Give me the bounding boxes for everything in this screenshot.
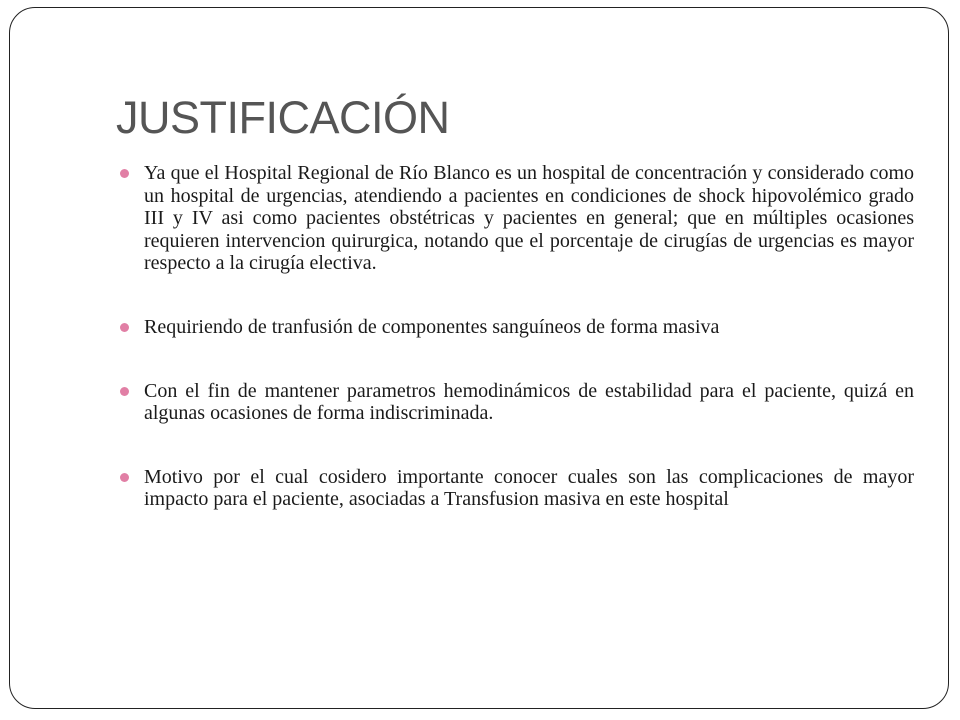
bullet-dot-icon [120, 323, 129, 332]
bullet-text: Ya que el Hospital Regional de Río Blanco es un hospital de concentración y considerado como un hospital de urgencias, atendiendo a pacientes en condiciones de shock hipovolémico grado III y IV asi como pacientes obstétricas y pacientes en general; que en múltiples ocasiones requieren intervencion quirurgica, notando que el porcentaje de cirugías de urgencias es mayor respecto a la cirugía electiva. [144, 162, 914, 275]
bullet-list [116, 162, 914, 511]
bullet-dot-icon [120, 473, 129, 482]
bullet-dot-icon [120, 387, 129, 396]
slide-title: JUSTIFICACIÓN [116, 92, 450, 143]
bullet-item [116, 316, 914, 339]
bullet-item [116, 162, 914, 275]
bullet-text: Motivo por el cual cosidero importante conocer cuales son las complicaciones de mayor impacto para el paciente, asociadas a Transfusion masiva en este hospital [144, 465, 914, 511]
bullet-item [116, 380, 914, 425]
bullet-text: Requiriendo de tranfusión de componentes sanguíneos de forma masiva [144, 315, 720, 338]
bullet-dot-icon [120, 169, 129, 178]
bullet-item [116, 466, 914, 511]
bullet-text: Con el fin de mantener parametros hemodinámicos de estabilidad para el paciente, quizá en algunas ocasiones de forma indiscriminada. [144, 379, 914, 425]
slide-frame [9, 7, 949, 709]
